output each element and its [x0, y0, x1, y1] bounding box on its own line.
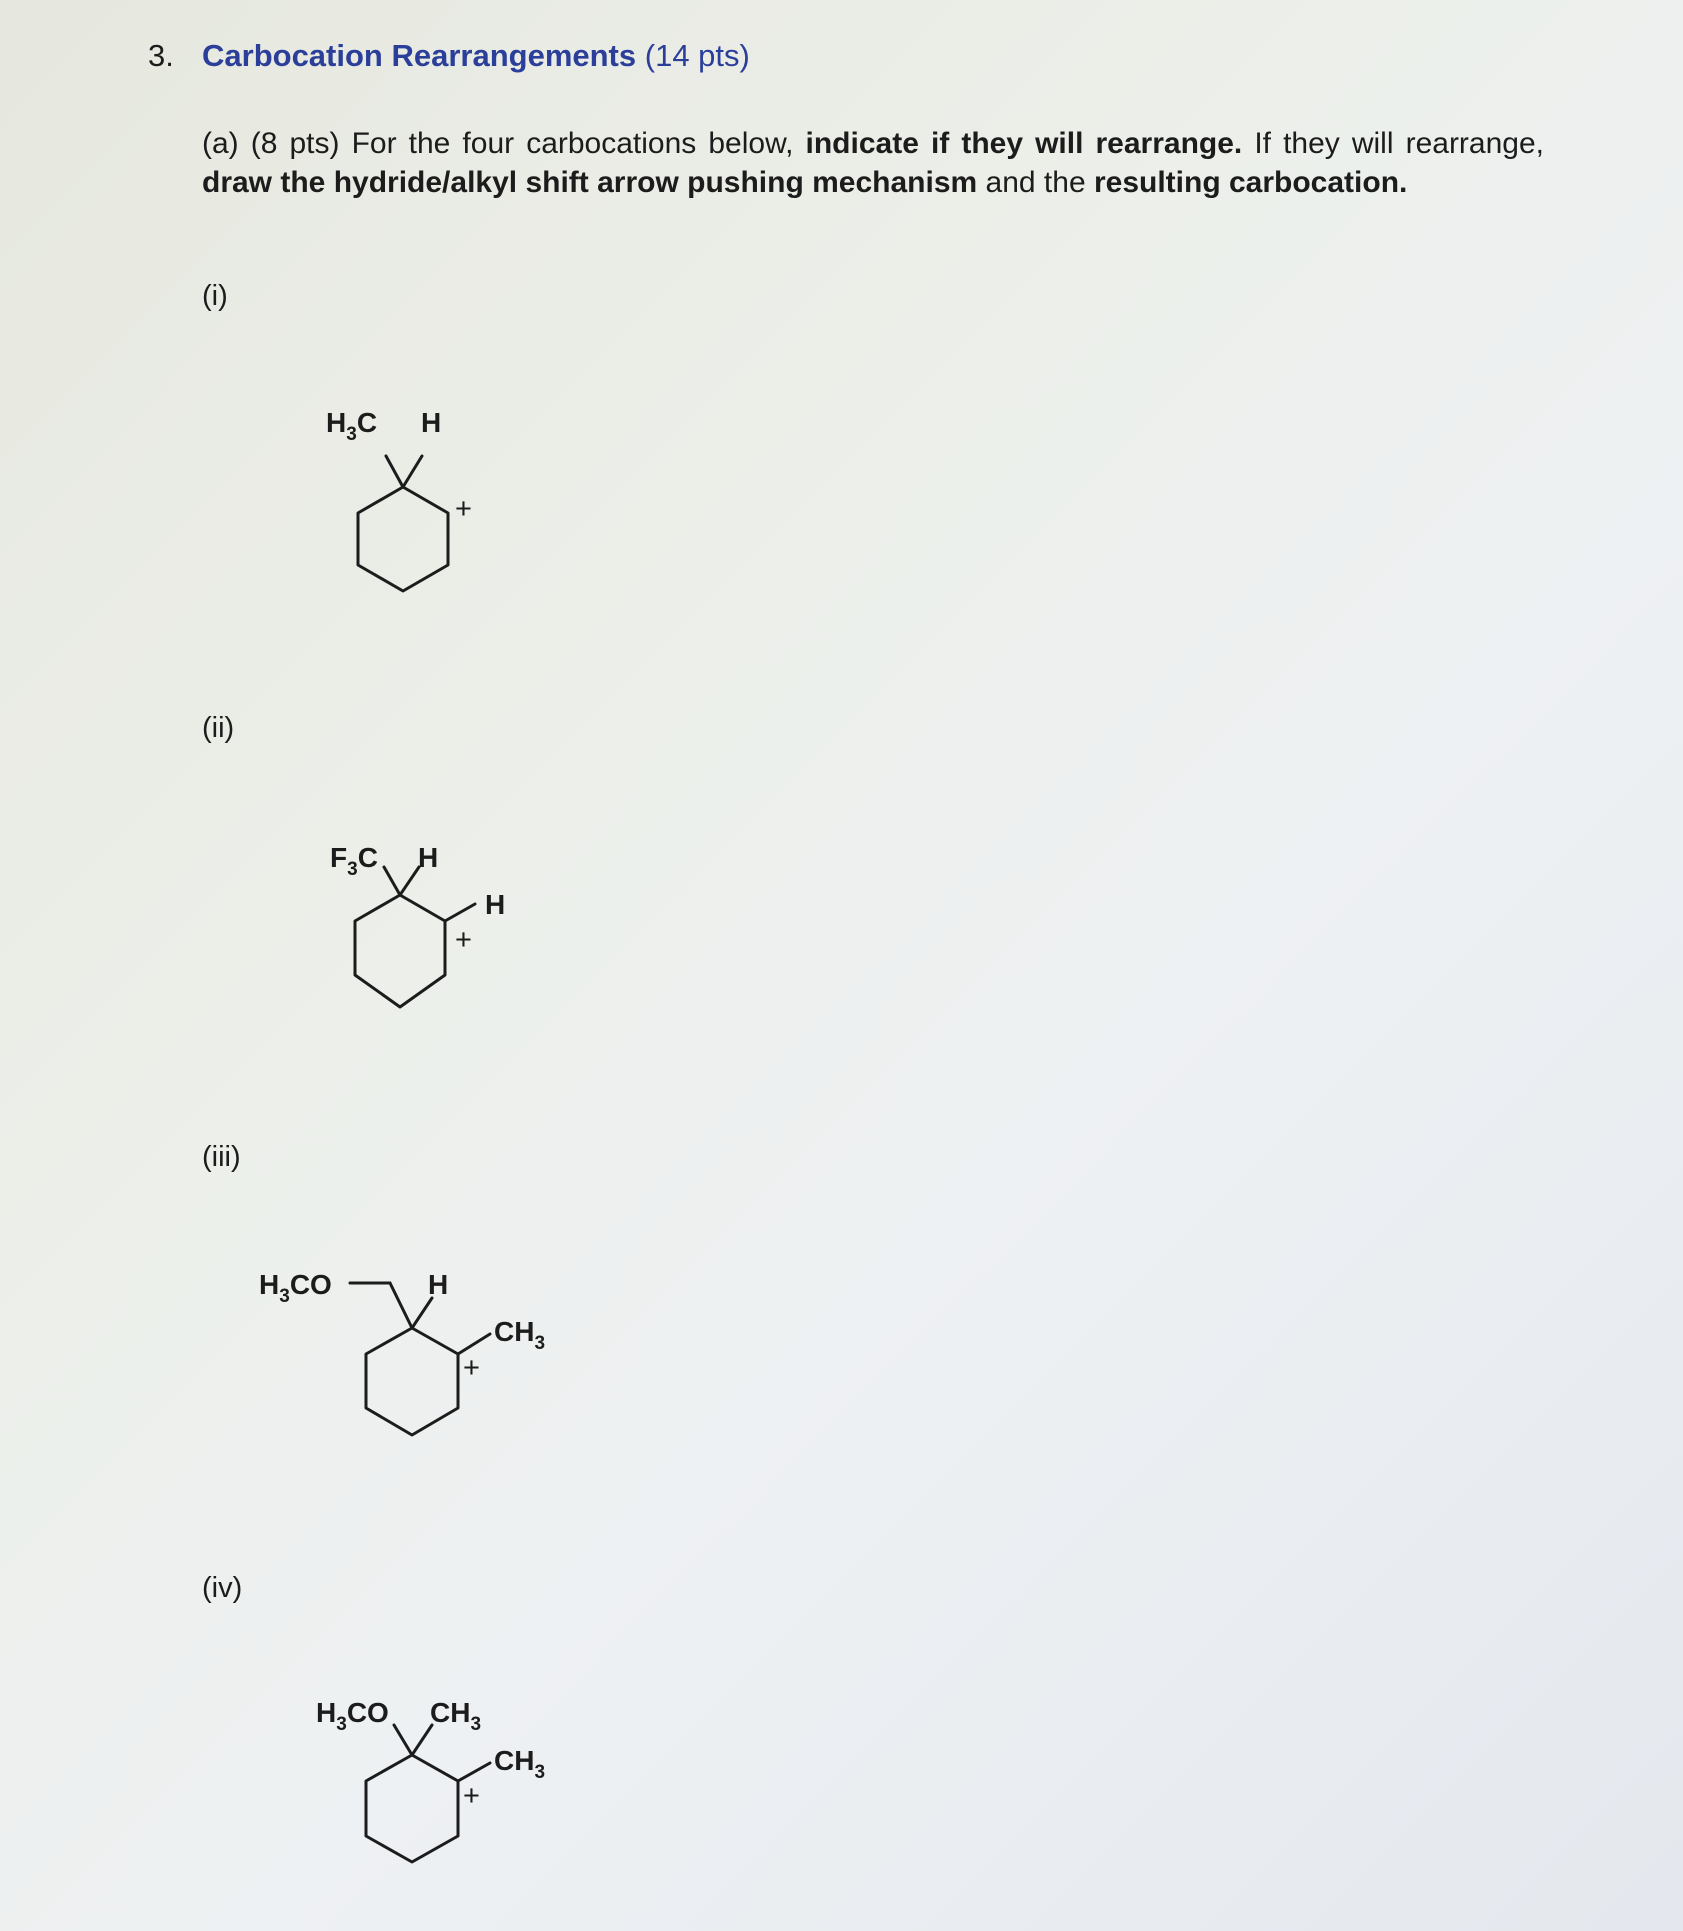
- substituent-iv-left: $H_3CO$: [316, 1697, 389, 1735]
- part-a-bold-3: resulting carbocation.: [1093, 166, 1408, 199]
- charge-iii: +: [463, 1352, 480, 1384]
- bond-ii-right: [400, 867, 419, 895]
- part-a-text-2: If they will rearrange,: [1254, 127, 1544, 160]
- bond-iv-left: [394, 1725, 412, 1755]
- bond-i-left: [386, 456, 403, 487]
- part-a-bold-1: indicate if they will rearrange.: [805, 127, 1243, 160]
- bond-i-right: [403, 456, 422, 487]
- item-label-ii: (ii): [202, 712, 235, 744]
- ring-ii: [355, 895, 445, 1007]
- part-a-label: (a): [202, 127, 239, 160]
- structure-ii: [330, 842, 505, 1007]
- question-points: (14 pts): [644, 38, 750, 73]
- bond-iv-right: [412, 1725, 432, 1755]
- charge-iv: +: [463, 1780, 480, 1812]
- ring-iii: [366, 1328, 458, 1435]
- structure-iii: [259, 1269, 545, 1435]
- substituent-iv-side: $CH_3$: [494, 1745, 546, 1783]
- bond-ii-side: [445, 904, 475, 921]
- item-label-i: (i): [202, 280, 228, 312]
- bond-iv-side: [458, 1763, 490, 1781]
- substituent-iii-side: $CH_3$: [494, 1316, 546, 1354]
- question-number: 3.: [148, 38, 174, 73]
- substituent-iv-top-right: $CH_3$: [430, 1697, 482, 1735]
- charge-ii: +: [455, 924, 472, 956]
- structure-iv: [316, 1697, 545, 1862]
- substituent-i-top-right: H: [421, 407, 442, 438]
- part-a-text-3: and the: [985, 166, 1086, 199]
- bond-iii-left: [390, 1283, 412, 1328]
- question-title-text: Carbocation Rearrangements: [202, 38, 637, 73]
- substituent-i-left: $H_3C$: [326, 407, 378, 445]
- substituent-ii-top-right: H: [418, 842, 439, 873]
- ring-iv: [366, 1755, 458, 1862]
- bond-iii-right: [412, 1298, 432, 1328]
- item-label-iv: (iv): [202, 1572, 243, 1604]
- charge-i: +: [455, 493, 472, 525]
- substituent-iii-top-right: H: [428, 1269, 449, 1300]
- substituent-ii-side: H: [485, 889, 506, 920]
- bond-iii-side: [458, 1334, 490, 1354]
- structure-i: [326, 407, 472, 591]
- part-a-bold-2: draw the hydride/alkyl shift arrow pushing mechanism: [202, 166, 978, 199]
- substituent-ii-left: $F_3C$: [330, 842, 378, 880]
- item-label-iii: (iii): [202, 1141, 241, 1173]
- bond-ii-left: [384, 867, 400, 895]
- ring-i: [358, 487, 448, 591]
- substituent-iii-left: $H_3CO$: [259, 1269, 332, 1307]
- part-a-text-1: For the four carbocations below,: [351, 127, 794, 160]
- part-a-points: (8 pts): [250, 127, 340, 160]
